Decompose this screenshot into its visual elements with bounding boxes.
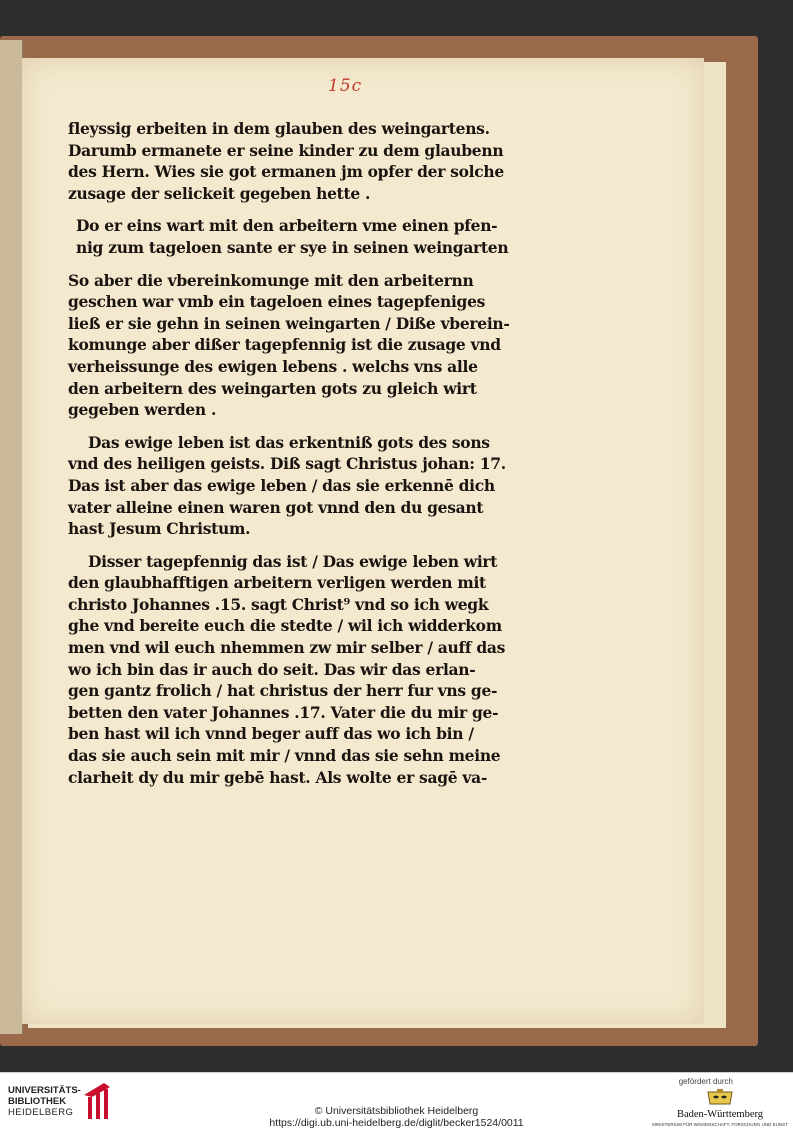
paragraph-1	[68, 118, 548, 204]
sponsor-name[interactable]: Baden-Württemberg	[676, 1109, 764, 1120]
text-line: des Hern. Wies sie got ermanen jm opfer der solche	[68, 162, 504, 182]
text-line: So aber die vbereinkomunge mit den arbeiternn	[68, 270, 474, 290]
text-line: geschen war vmb ein tageloen eines tagepfeniges	[68, 292, 486, 312]
text-line: gen gantz frolich / hat christus der herr fur vns ge-	[68, 681, 498, 701]
library-name-line1: UNIVERSITÄTS-	[8, 1085, 81, 1096]
copyright-text: © Universitätsbibliothek Heidelberg	[314, 1105, 479, 1117]
text-line: betten den vater Johannes .17. Vater die du mir ge-	[68, 702, 499, 722]
sponsor-subtitle: MINISTERIUM FÜR WISSENSCHAFT, FORSCHUNG UND KUNST	[652, 1122, 788, 1127]
text-line: das sie auch sein mit mir / vnnd das sie sehn meine	[68, 746, 501, 766]
text-line: fleyssig erbeiten in dem glauben des weingartens.	[68, 119, 490, 138]
text-line: vnd des heiligen geists. Diß sagt Christus johan: 17.	[68, 454, 506, 474]
page-text	[68, 118, 548, 799]
text-line: clarheit dy du mir gebē hast. Als wolte er sagē va-	[68, 767, 487, 787]
text-line: den arbeitern des weingarten gots zu gleich wirt	[68, 378, 477, 398]
paragraph-2	[68, 215, 548, 258]
text-line: ghe vnd bereite euch die stedte / wil ich widderkom	[68, 616, 502, 636]
text-line: wo ich bin das ir auch do seit. Das wir das erlan-	[68, 659, 476, 679]
footer-bar	[0, 1072, 793, 1132]
library-name-line3: HEIDELBERG	[8, 1107, 74, 1118]
library-name-line2: BIBLIOTHEK	[8, 1096, 67, 1107]
text-line: vater alleine einen waren got vnnd den du gesant	[68, 497, 484, 517]
text-line: zusage der selickeit gegeben hette .	[68, 183, 371, 203]
text-line: Do er eins wart mit den arbeitern vme einen pfen-	[76, 216, 498, 236]
text-line: komunge aber dißer tagepfennig ist die zusage vnd	[68, 335, 501, 355]
paragraph-5	[68, 551, 548, 789]
book-spine-edge	[0, 40, 23, 1034]
text-line: nig zum tageloen sante er sye in seinen weingarten	[76, 237, 509, 257]
text-line: ließ er sie gehn in seinen weingarten / Diße vberein-	[68, 313, 510, 333]
text-line: den glaubhafftigen arbeitern verligen werden mit	[68, 573, 486, 593]
paragraph-3	[68, 270, 548, 421]
folio-mark: 15c	[328, 76, 363, 96]
permalink-url[interactable]: https://digi.ub.uni-heidelberg.de/diglit/becker1524/0011	[269, 1117, 524, 1129]
paragraph-4	[68, 432, 548, 540]
text-line: Disser tagepfennig das ist / Das ewige leben wirt	[88, 551, 498, 571]
text-line: Das ewige leben ist das erkentniß gots des sons	[88, 432, 490, 452]
text-line: ben hast wil ich vnnd beger auff das wo ich bin /	[68, 724, 474, 744]
text-line: men vnd wil euch nhemmen zw mir selber / auff das	[68, 638, 506, 658]
text-line: verheissunge des ewigen lebens . welchs vns alle	[68, 356, 478, 376]
text-line: gegeben werden .	[68, 400, 217, 420]
text-line: Darumb ermanete er seine kinder zu dem glaubenn	[68, 140, 504, 160]
text-line: hast Jesum Christum.	[68, 519, 251, 539]
text-line: christo Johannes .15. sagt Christ⁹ vnd so ich wegk	[68, 594, 489, 614]
funded-by-label: gefördert durch	[678, 1077, 733, 1086]
text-line: Das ist aber das ewige leben / das sie erkennē dich	[68, 475, 495, 495]
state-crest-icon	[705, 1089, 735, 1107]
